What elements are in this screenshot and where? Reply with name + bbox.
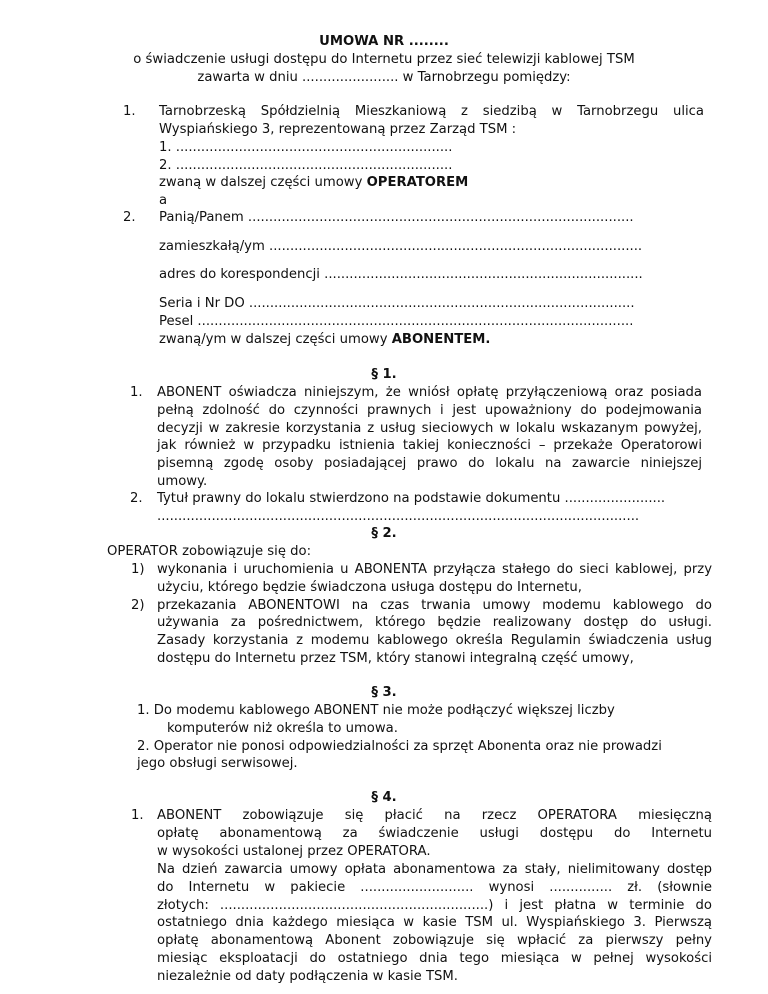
s4-line: ostatniego dnia każdego miesiąca w kasie TSM ul. Wyspiańskiego 3. Pierwszą: [157, 915, 712, 930]
party1-line: Wyspiańskiego 3, reprezentowaną przez Zarząd TSM :: [159, 122, 517, 137]
s4-line: złotych: ................................................................) i jest płatna w terminie do: [157, 898, 712, 913]
s3-item2-line: 2. Operator nie ponosi odpowiedzialności za sprzęt Abonenta oraz nie prowadzi: [137, 739, 662, 754]
s4-item1-number: 1.: [131, 808, 144, 823]
party1-rep2: 2. ..................................................................: [159, 158, 453, 173]
s1-item1-line: pisemną zgodę osoby posiadającej prawo do lokalu na zawarcie niniejszej: [157, 456, 702, 471]
party2-address-field: zamieszkałą/ym .........................................................................................: [159, 239, 643, 254]
s3-item2-line: jego obsługi serwisowej.: [137, 756, 298, 771]
s1-item1-line: ABONENT oświadcza niniejszym, że wniósł opłatę przyłączeniową oraz posiada: [157, 385, 702, 400]
s2-item2-line: przekazania ABONENTOWI na czas trwania umowy modemu kablowego do: [157, 598, 712, 613]
s2-item1-line: użyciu, którego będzie świadczona usługa dostępu do Internetu,: [157, 580, 582, 595]
s1-item1-line: decyzji w zakresie korzystania z usług sieciowych w lokalu wskazanym powyżej,: [157, 421, 702, 436]
s2-item1-line: wykonania i uruchomienia u ABONENTA przyłącza stałego do sieci kablowej, przy: [157, 562, 712, 577]
s1-item1-number: 1.: [130, 385, 143, 400]
subscriber-term: ABONENTEM.: [391, 332, 491, 347]
s4-line: opłatę abonamentową za świadczenie usługi dostępu do Internetu: [157, 826, 712, 841]
s4-line: do Internetu w pakiecie ........................... wynosi ............... zł. (słownie: [157, 880, 712, 895]
s4-line: w wysokości ustalonej przez OPERATORA.: [157, 844, 431, 859]
s2-item2-number: 2): [131, 598, 145, 613]
party-and: a: [159, 193, 168, 208]
s3-item1-line: 1. Do modemu kablowego ABONENT nie może podłączyć większej liczby: [137, 703, 615, 718]
party2-name-field: Panią/Panem ............................................................................................: [159, 210, 634, 225]
section4-heading: § 4.: [371, 790, 397, 805]
section2-heading: § 2.: [371, 526, 397, 541]
party2-pesel-field: Pesel ........................................................................................................: [159, 314, 634, 329]
s1-item2-line: Tytuł prawny do lokalu stwierdzono na podstawie dokumentu ........................: [157, 491, 666, 506]
operator-term: OPERATOREM: [366, 175, 469, 190]
party1-rep1: 1. ..................................................................: [159, 140, 453, 155]
s2-intro: OPERATOR zobowiązuje się do:: [107, 544, 312, 559]
s2-item2-line: dostępu do Internetu przez TSM, który stanowi integralną część umowy,: [157, 651, 634, 666]
section3-heading: § 3.: [371, 685, 397, 700]
s2-item2-line: Zasady korzystania z modemu kablowego określa Regulamin świadczenia usług: [157, 633, 712, 648]
s4-line: ABONENT zobowiązuje się płacić na rzecz OPERATORA miesięczną: [157, 808, 712, 823]
section1-heading: § 1.: [371, 367, 397, 382]
party2-id-field: Seria i Nr DO ............................................................................................: [159, 296, 635, 311]
s4-line: opłatę abonamentową Abonent zobowiązuje się wpłacić za pierwszy pełny: [157, 933, 712, 948]
s4-line: niezależnie od daty podłączenia w kasie TSM.: [157, 969, 458, 984]
s1-item2-number: 2.: [130, 491, 143, 506]
contract-subtitle: o świadczenie usługi dostępu do Internetu przez sieć telewizji kablowej TSM: [133, 52, 635, 67]
contract-title: UMOWA NR ........: [319, 34, 449, 49]
s4-line: Na dzień zawarcia umowy opłata abonamentowa za stały, nielimitowany dostęp: [157, 862, 712, 877]
s3-item1-line: komputerów niż określa to umowa.: [167, 721, 398, 736]
party2-called: zwaną/ym w dalszej części umowy ABONENTEM.: [159, 332, 491, 347]
party2-number: 2.: [123, 210, 136, 225]
s4-line: miesiąc eksploatacji do ostatniego dnia tego miesiąca w pełnej wysokości: [157, 951, 712, 966]
party1-called: zwaną w dalszej części umowy OPERATOREM: [159, 175, 469, 190]
s2-item2-line: używania za pośrednictwem, którego będzie realizowany dostęp do usługi.: [157, 615, 712, 630]
party1-number: 1.: [123, 104, 136, 119]
s1-item2-line: ...................................................................................................................: [157, 509, 640, 524]
s1-item1-line: pełną zdolność do czynności prawnych i jest upoważniony do podejmowania: [157, 403, 702, 418]
s2-item1-number: 1): [131, 562, 145, 577]
party1-line: Tarnobrzeską Spółdzielnią Mieszkaniową z siedzibą w Tarnobrzegu ulica: [159, 104, 704, 119]
contract-date-line: zawarta w dniu ....................... w Tarnobrzegu pomiędzy:: [197, 70, 571, 85]
party2-correspondence-field: adres do korespondencji ............................................................................: [159, 267, 643, 282]
s1-item1-line: umowy.: [157, 474, 208, 489]
s1-item1-line: jak również w przypadku istnienia takiej konieczności – przekaże Operatorowi: [157, 438, 702, 453]
